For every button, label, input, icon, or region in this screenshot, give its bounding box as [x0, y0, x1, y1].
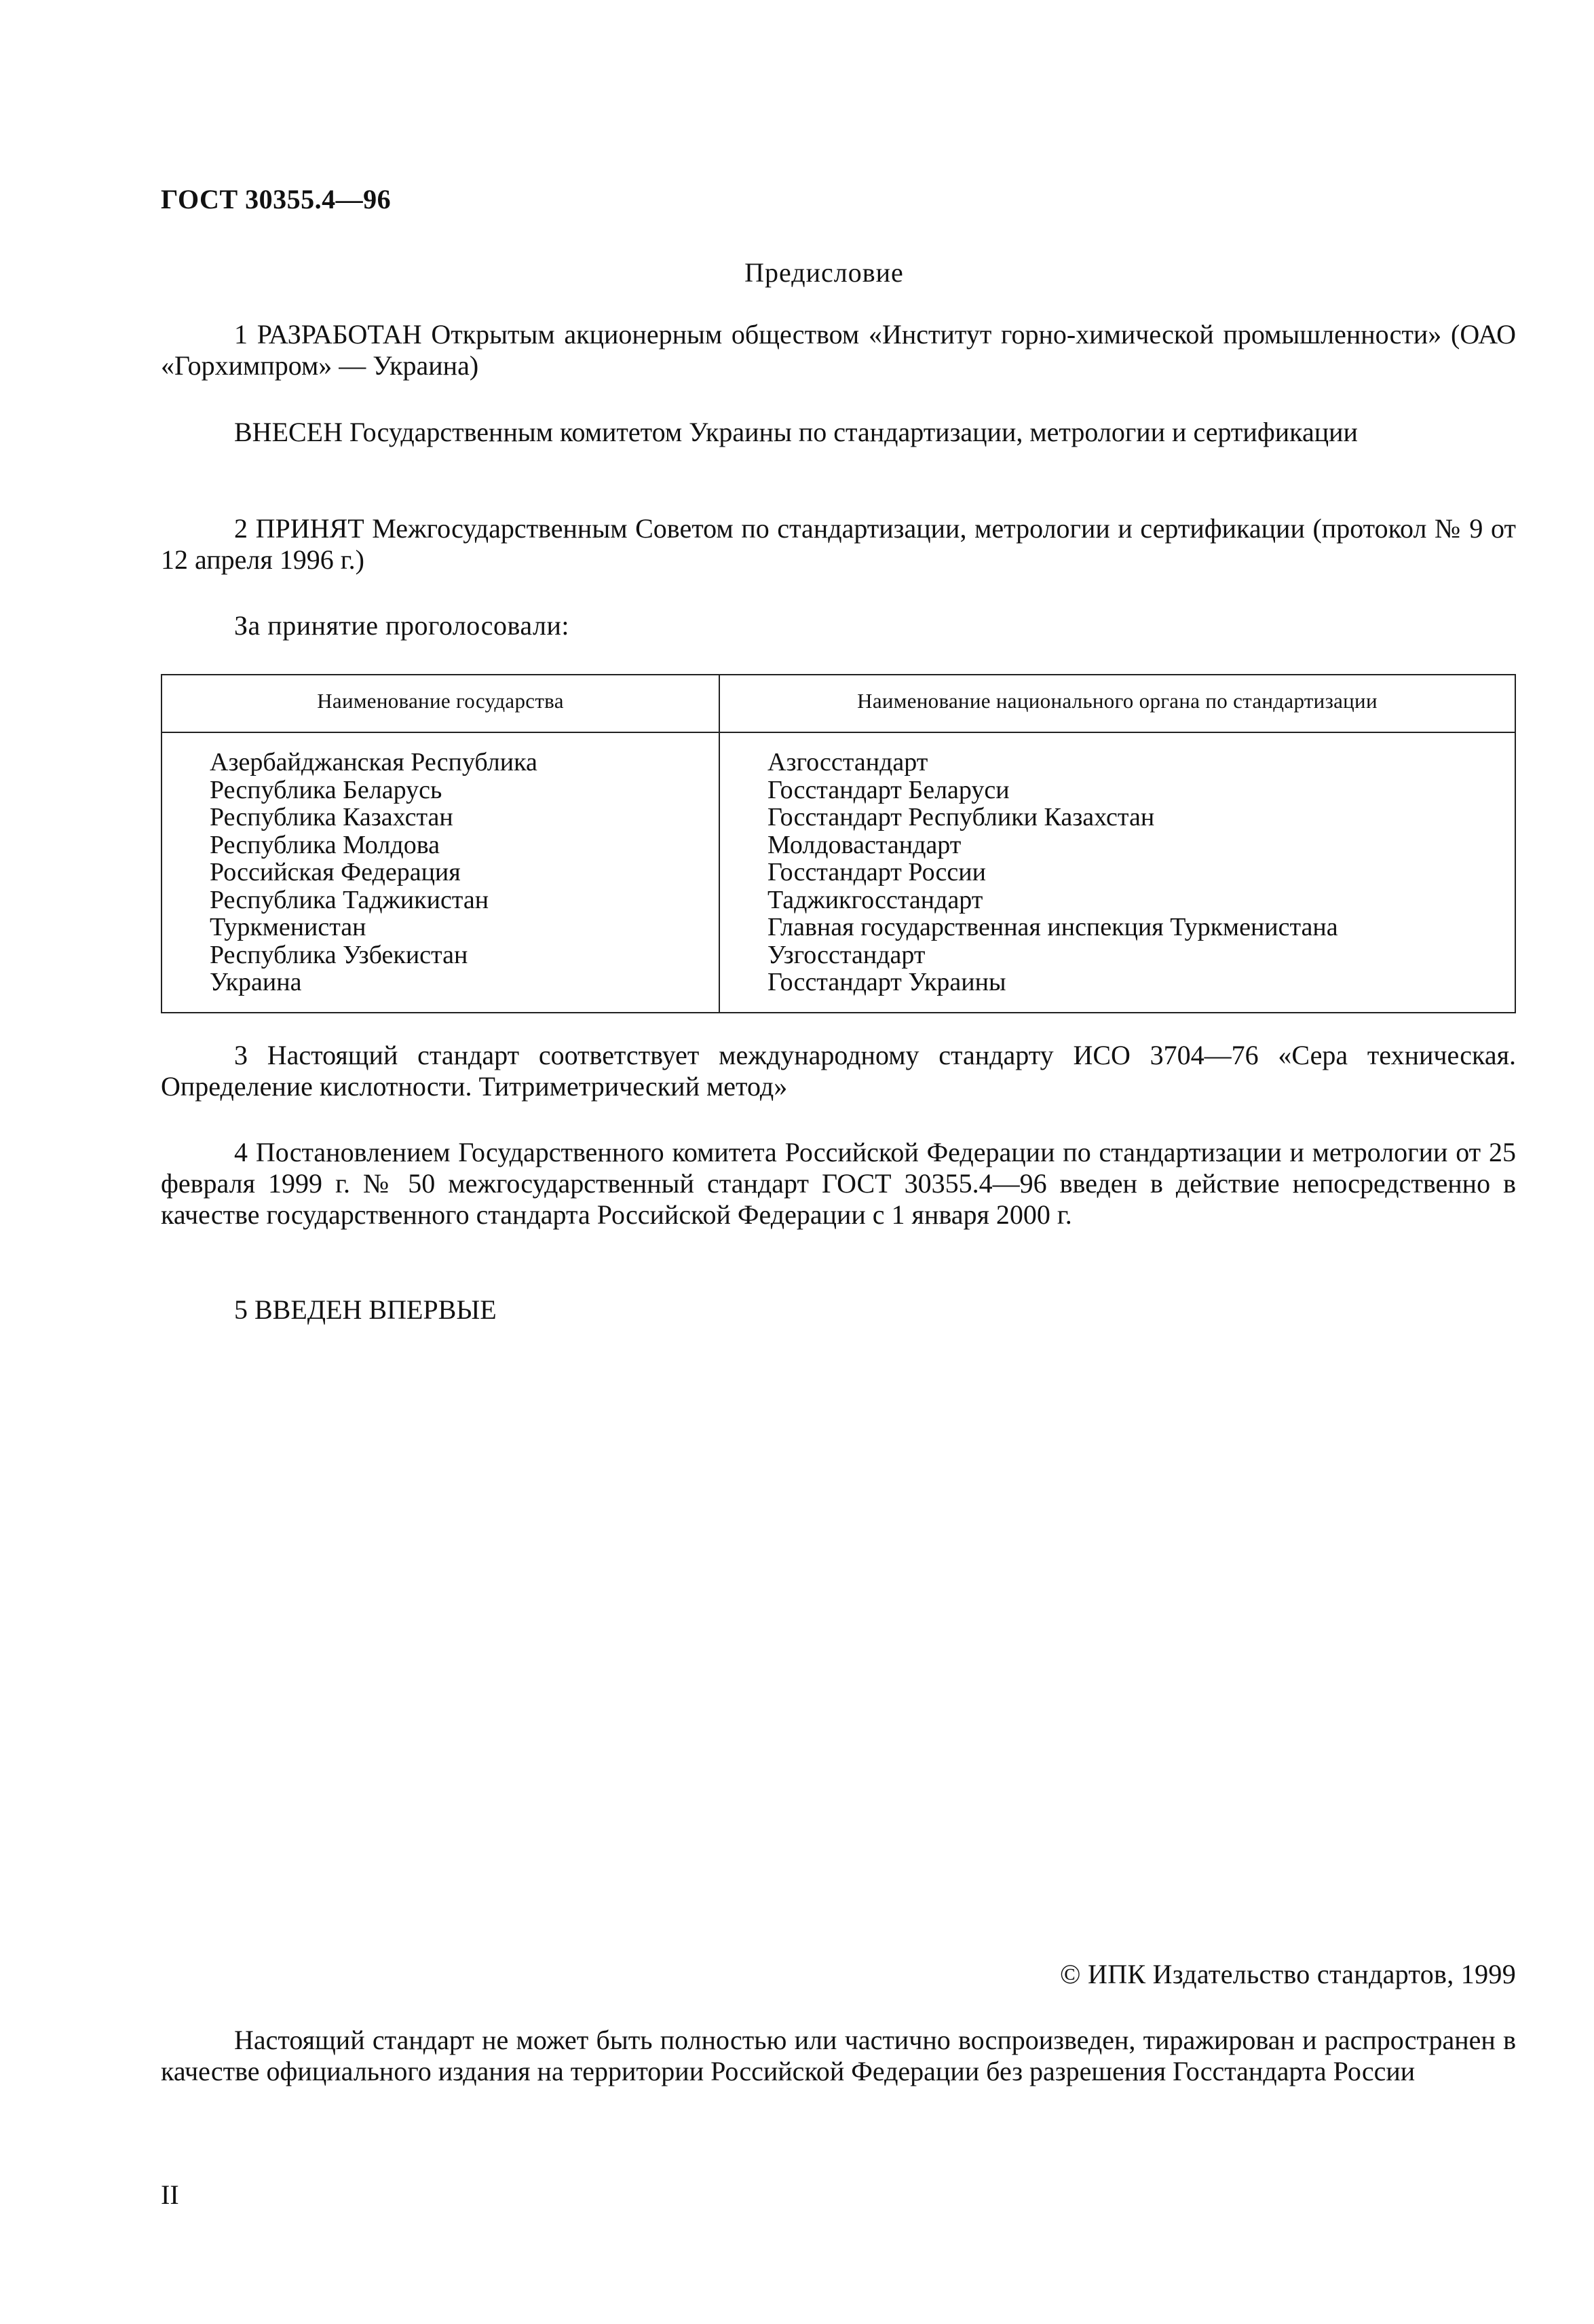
table-cell-body: Госстандарт Беларуси	[767, 775, 1010, 804]
table-header-body: Наименование национального органа по стандартизации	[857, 689, 1378, 713]
section-title: Предисловие	[744, 257, 904, 288]
page-number: II	[161, 2179, 179, 2210]
table-cell-state: Республика Казахстан	[210, 803, 453, 831]
table-cell-body: Азгосстандарт	[767, 748, 928, 776]
table-cell-body: Таджикгосстандарт	[767, 885, 983, 914]
paragraph-5	[161, 1294, 1516, 1326]
document-code: ГОСТ 30355.4—96	[161, 184, 392, 214]
table-header-state: Наименование государства	[317, 689, 564, 713]
paragraph-2	[161, 513, 1516, 576]
table-cell-state: Республика Узбекистан	[210, 940, 468, 969]
table-column-states	[210, 749, 537, 996]
table-cell-body: Узгосстандарт	[767, 940, 926, 969]
paragraph-4-text: 4 Постановлением Государственного комитета Российской Федерации по стандартизации и метрологии от 25 февраля 1999 г. № 50 межгосударственный стандарт ГОСТ 30355.4—96 введен в действие непосредственно в качестве государственного стандарта Российской Федерации с 1 января 2000 г.	[161, 1137, 1516, 1230]
table-cell-state: Украина	[210, 968, 302, 996]
paragraph-4	[161, 1137, 1516, 1231]
paragraph-1-text: 1 РАЗРАБОТАН Открытым акционерным обществом «Институт горно-химической промышленности» (ОАО «Горхимпром» — Украина)	[161, 319, 1516, 381]
table-header-divider	[162, 732, 1515, 733]
table-cell-body: Молдовастандарт	[767, 830, 962, 859]
reproduction-notice-text: Настоящий стандарт не может быть полностью или частично воспроизведен, тиражирован и распространен в качестве официального издания на территории Российской Федерации без разрешения Госстандарта России	[161, 2025, 1516, 2086]
table-cell-state: Российская Федерация	[210, 858, 461, 886]
reproduction-notice	[161, 2025, 1516, 2087]
paragraph-2-text: 2 ПРИНЯТ Межгосударственным Советом по стандартизации, метрологии и сертификации (протокол № 9 от 12 апреля 1996 г.)	[161, 513, 1516, 575]
paragraph-1b	[161, 417, 1516, 448]
vote-label: За принятие проголосовали:	[234, 610, 569, 641]
table-cell-state: Азербайджанская Республика	[210, 748, 537, 776]
table-cell-state: Республика Беларусь	[210, 775, 442, 804]
paragraph-5-text: 5 ВВЕДЕН ВПЕРВЫЕ	[234, 1294, 497, 1325]
copyright-line: © ИПК Издательство стандартов, 1999	[1060, 1959, 1516, 1989]
table-cell-state: Туркменистан	[210, 913, 366, 941]
table-column-divider	[719, 675, 720, 1012]
table-cell-state: Республика Таджикистан	[210, 885, 489, 914]
table-cell-state: Республика Молдова	[210, 830, 440, 859]
table-cell-body: Госстандарт Республики Казахстан	[767, 803, 1155, 831]
table-cell-body: Главная государственная инспекция Туркменистана	[767, 913, 1338, 941]
table-column-bodies	[767, 749, 1338, 996]
member-states-table	[161, 674, 1516, 1013]
paragraph-3	[161, 1040, 1516, 1102]
table-cell-body: Госстандарт Украины	[767, 968, 1006, 996]
paragraph-1b-text: ВНЕСЕН Государственным комитетом Украины по стандартизации, метрологии и сертификации	[234, 417, 1358, 447]
table-cell-body: Госстандарт России	[767, 858, 986, 886]
paragraph-1	[161, 319, 1516, 381]
paragraph-3-text: 3 Настоящий стандарт соответствует международному стандарту ИСО 3704—76 «Сера техническая. Определение кислотности. Титриметрический метод»	[161, 1040, 1516, 1102]
